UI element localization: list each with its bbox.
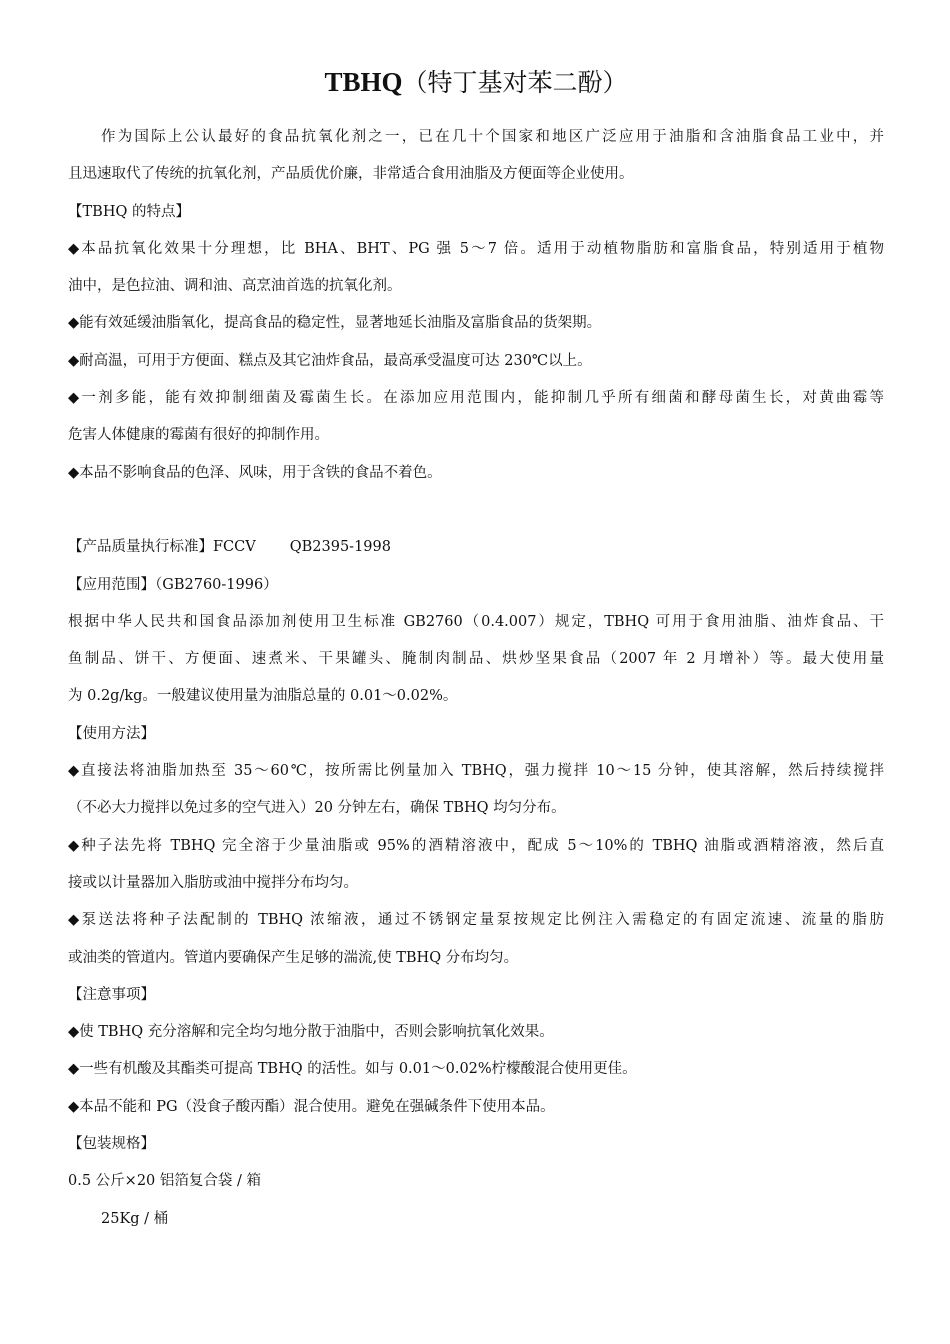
- usage-bullet-line: 或油类的管道内。管道内要确保产生足够的湍流,使 TBHQ 分布均匀。: [68, 949, 519, 966]
- usage-bullet-line: 接或以计量器加入脂肪或油中搅拌分布均匀。: [68, 874, 358, 891]
- title-product-code: TBHQ: [324, 67, 403, 97]
- usage-bullet-line: ◆直接法将油脂加热至 35～60℃，按所需比例量加入 TBHQ，强力搅拌 10～15 分钟，使其溶解，然后持续搅拌: [68, 763, 884, 780]
- scope-paragraph-line: 根据中华人民共和国食品添加剂使用卫生标准 GB2760（0.4.007）规定，TBHQ 可用于食用油脂、油炸食品、干: [68, 613, 884, 630]
- standard-label: 【产品质量执行标准】FCCV: [68, 539, 256, 556]
- section-heading-usage: 【使用方法】: [68, 725, 155, 742]
- blank-line: [68, 492, 884, 529]
- feature-bullet-line: ◆能有效延缓油脂氧化，提高食品的稳定性，显著地延长油脂及富脂食品的货架期。: [68, 315, 602, 332]
- section-heading-standard: [68, 529, 884, 566]
- intro-paragraph-line: 且迅速取代了传统的抗氧化剂，产品质优价廉，非常适合食用油脂及方便面等企业使用。: [68, 166, 634, 183]
- feature-bullet-line: ◆一剂多能，能有效抑制细菌及霉菌生长。在添加应用范围内，能抑制几乎所有细菌和酵母菌生长，对黄曲霉等: [68, 390, 884, 407]
- feature-bullet-line: ◆本品不影响食品的色泽、风味，用于含铁的食品不着色。: [68, 464, 442, 481]
- scope-paragraph-line: 为 0.2g/kg。一般建议使用量为油脂总量的 0.01～0.02%。: [68, 688, 458, 705]
- section-heading-packaging: 【包装规格】: [68, 1136, 155, 1153]
- notes-bullet-line: ◆使 TBHQ 充分溶解和完全均匀地分散于油脂中，否则会影响抗氧化效果。: [68, 1024, 554, 1041]
- feature-bullet-line: 危害人体健康的霉菌有很好的抑制作用。: [68, 427, 329, 444]
- title-chemical-name: （特丁基对苯二酚）: [402, 68, 628, 97]
- scope-paragraph-line: 鱼制品、饼干、方便面、速煮米、干果罐头、腌制肉制品、烘炒坚果食品（2007 年 2 月增补）等。最大使用量: [68, 651, 884, 668]
- standard-code: QB2395-1998: [289, 539, 391, 556]
- usage-bullet-line: ◆泵送法将种子法配制的 TBHQ 浓缩液，通过不锈钢定量泵按规定比例注入需稳定的有固定流速、流量的脂肪: [68, 912, 884, 929]
- document-body: [68, 119, 884, 1238]
- feature-bullet-line: ◆耐高温，可用于方便面、糕点及其它油炸食品，最高承受温度可达 230℃以上。: [68, 352, 592, 369]
- section-heading-notes: 【注意事项】: [68, 986, 155, 1003]
- section-heading-scope: 【应用范围】（GB2760-1996）: [68, 576, 278, 593]
- packaging-line: 25Kg / 桶: [101, 1210, 169, 1227]
- usage-bullet-line: ◆种子法先将 TBHQ 完全溶于少量油脂或 95%的酒精溶液中，配成 5～10%的 TBHQ 油脂或酒精溶液，然后直: [68, 837, 884, 854]
- notes-bullet-line: ◆本品不能和 PG（没食子酸丙酯）混合使用。避免在强碱条件下使用本品。: [68, 1098, 555, 1115]
- notes-bullet-line: ◆一些有机酸及其酯类可提高 TBHQ 的活性。如与 0.01～0.02%柠檬酸混合使用更佳。: [68, 1061, 637, 1078]
- section-heading-features: 【TBHQ 的特点】: [68, 203, 190, 220]
- feature-bullet-line: 油中，是色拉油、调和油、高烹油首选的抗氧化剂。: [68, 278, 402, 295]
- usage-bullet-line: （不必大力搅拌以免过多的空气进入）20 分钟左右，确保 TBHQ 均匀分布。: [68, 800, 566, 817]
- document-title: [68, 64, 884, 101]
- intro-paragraph-line: 作为国际上公认最好的食品抗氧化剂之一，已在几十个国家和地区广泛应用于油脂和含油脂食品工业中，并: [101, 129, 884, 145]
- packaging-line: 0.5 公斤×20 铝箔复合袋 / 箱: [68, 1173, 261, 1190]
- feature-bullet-line: ◆本品抗氧化效果十分理想，比 BHA、BHT、PG 强 5～7 倍。适用于动植物脂肪和富脂食品，特别适用于植物: [68, 240, 884, 257]
